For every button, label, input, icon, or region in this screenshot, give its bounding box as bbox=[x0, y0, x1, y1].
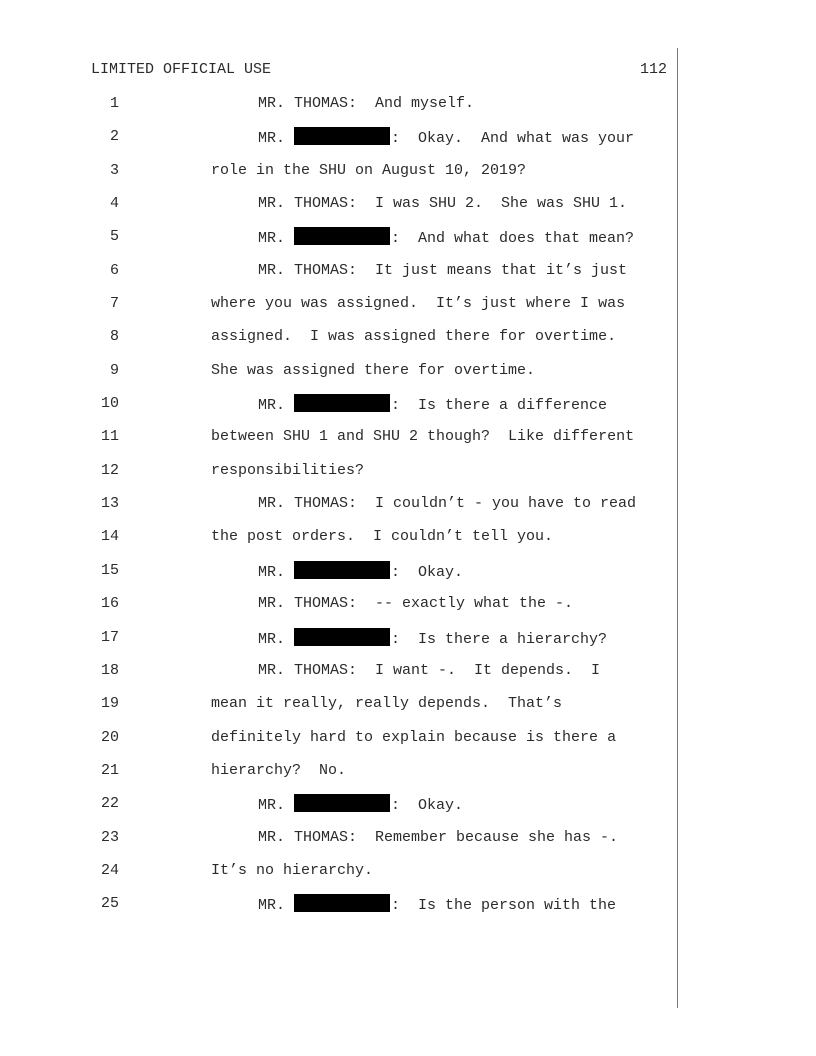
transcript-lines bbox=[0, 94, 816, 928]
line-text-end: : Okay. bbox=[391, 797, 464, 815]
line-text-start: MR. THOMAS: I want -. It depends. I bbox=[258, 661, 601, 679]
line-text bbox=[258, 194, 627, 214]
line-text-start: where you was assigned. It’s just where I was bbox=[211, 295, 626, 313]
transcript-line bbox=[0, 628, 816, 661]
classification-header: LIMITED OFFICIAL USE bbox=[91, 61, 272, 78]
line-text-start: MR. THOMAS: -- exactly what the -. bbox=[258, 595, 574, 613]
line-number: 17 bbox=[100, 628, 119, 646]
line-text-start: MR. THOMAS: It just means that it’s just bbox=[258, 261, 628, 279]
transcript-line bbox=[0, 561, 816, 594]
redacted-name-block bbox=[294, 628, 390, 646]
line-number: 11 bbox=[100, 428, 119, 446]
line-number: 10 bbox=[100, 395, 119, 413]
line-text-start: responsibilities? bbox=[211, 461, 365, 479]
line-number: 5 bbox=[109, 228, 119, 246]
transcript-line bbox=[0, 894, 816, 927]
line-text-start: MR. THOMAS: I was SHU 2. She was SHU 1. bbox=[258, 195, 628, 213]
line-text bbox=[211, 728, 616, 748]
redacted-name-block bbox=[294, 127, 390, 145]
line-text-end: : Is there a difference bbox=[391, 397, 608, 415]
line-text bbox=[258, 261, 627, 281]
line-text-start: assigned. I was assigned there for overtime. bbox=[211, 328, 617, 346]
transcript-line bbox=[0, 761, 816, 794]
line-number: 23 bbox=[100, 828, 119, 846]
line-text-start: MR. THOMAS: Remember because she has -. bbox=[258, 828, 619, 846]
line-number: 9 bbox=[109, 361, 119, 379]
line-text bbox=[211, 361, 535, 381]
line-text-start: MR. bbox=[258, 897, 295, 915]
line-text bbox=[211, 427, 634, 447]
line-text bbox=[258, 494, 636, 514]
line-text-end: : Is there a hierarchy? bbox=[391, 630, 608, 648]
line-text-start: definitely hard to explain because is there a bbox=[211, 728, 617, 746]
line-text-start: MR. bbox=[258, 230, 295, 248]
line-number: 6 bbox=[109, 261, 119, 279]
line-text-start: MR. bbox=[258, 130, 295, 148]
transcript-line bbox=[0, 261, 816, 294]
line-text-end: : Okay. bbox=[391, 563, 464, 581]
line-text-start: the post orders. I couldn’t tell you. bbox=[211, 528, 554, 546]
line-text-start: MR. THOMAS: And myself. bbox=[258, 95, 475, 112]
transcript-line bbox=[0, 527, 816, 560]
line-text-start: hierarchy? No. bbox=[211, 761, 347, 779]
line-text bbox=[258, 628, 607, 650]
line-text-start: role in the SHU on August 10, 2019? bbox=[211, 161, 527, 179]
line-text bbox=[211, 161, 526, 181]
line-text-start: between SHU 1 and SHU 2 though? Like different bbox=[211, 428, 635, 446]
transcript-line bbox=[0, 861, 816, 894]
line-number: 7 bbox=[109, 295, 119, 313]
line-number: 1 bbox=[109, 95, 119, 112]
line-text-end: : Is the person with the bbox=[391, 897, 617, 915]
line-text-start: She was assigned there for overtime. bbox=[211, 361, 536, 379]
line-text bbox=[258, 594, 573, 614]
line-number: 21 bbox=[100, 761, 119, 779]
line-text-end: : Okay. And what was your bbox=[391, 130, 635, 148]
transcript-line bbox=[0, 494, 816, 527]
line-text bbox=[258, 661, 600, 681]
line-text bbox=[258, 561, 463, 583]
transcript-line bbox=[0, 794, 816, 827]
line-text bbox=[211, 694, 562, 714]
line-text-start: MR. THOMAS: I couldn’t - you have to read bbox=[258, 495, 637, 513]
line-text bbox=[211, 761, 346, 781]
transcript-line bbox=[0, 661, 816, 694]
transcript-line bbox=[0, 594, 816, 627]
line-text bbox=[258, 127, 634, 149]
page-number: 112 bbox=[639, 61, 667, 78]
transcript-line bbox=[0, 728, 816, 761]
line-text bbox=[258, 894, 616, 916]
line-number: 24 bbox=[100, 861, 119, 879]
transcript-line bbox=[0, 294, 816, 327]
line-number: 4 bbox=[109, 195, 119, 213]
line-text bbox=[258, 94, 474, 114]
transcript-line bbox=[0, 361, 816, 394]
line-text-end: : And what does that mean? bbox=[391, 230, 635, 248]
line-text bbox=[211, 527, 553, 547]
line-number: 3 bbox=[109, 161, 119, 179]
transcript-line bbox=[0, 394, 816, 427]
redacted-name-block bbox=[294, 561, 390, 579]
redacted-name-block bbox=[294, 794, 390, 812]
redacted-name-block bbox=[294, 227, 390, 245]
line-number: 14 bbox=[100, 528, 119, 546]
transcript-line bbox=[0, 94, 816, 127]
line-number: 18 bbox=[100, 661, 119, 679]
line-number: 25 bbox=[100, 895, 119, 913]
redacted-name-block bbox=[294, 394, 390, 412]
line-number: 15 bbox=[100, 561, 119, 579]
line-text bbox=[211, 861, 373, 881]
transcript-line bbox=[0, 694, 816, 727]
line-number: 2 bbox=[109, 128, 119, 146]
line-text bbox=[258, 227, 634, 249]
line-number: 13 bbox=[100, 495, 119, 513]
transcript-line bbox=[0, 161, 816, 194]
line-text bbox=[211, 327, 616, 347]
line-text bbox=[258, 794, 463, 816]
line-text bbox=[258, 394, 607, 416]
transcript-line bbox=[0, 127, 816, 160]
line-text bbox=[258, 828, 618, 848]
transcript-line bbox=[0, 461, 816, 494]
line-text-start: MR. bbox=[258, 563, 295, 581]
line-number: 22 bbox=[100, 795, 119, 813]
transcript-line bbox=[0, 194, 816, 227]
line-number: 19 bbox=[100, 695, 119, 713]
line-text-start: It’s no hierarchy. bbox=[211, 861, 374, 879]
transcript-line bbox=[0, 427, 816, 460]
redacted-name-block bbox=[294, 894, 390, 912]
line-text bbox=[211, 461, 364, 481]
transcript-line bbox=[0, 828, 816, 861]
line-number: 20 bbox=[100, 728, 119, 746]
transcript-line bbox=[0, 227, 816, 260]
line-text-start: MR. bbox=[258, 797, 295, 815]
line-text bbox=[211, 294, 625, 314]
line-number: 12 bbox=[100, 461, 119, 479]
line-number: 8 bbox=[109, 328, 119, 346]
transcript-line bbox=[0, 327, 816, 360]
line-text-start: MR. bbox=[258, 397, 295, 415]
line-number: 16 bbox=[100, 595, 119, 613]
line-text-start: MR. bbox=[258, 630, 295, 648]
line-text-start: mean it really, really depends. That’s bbox=[211, 695, 563, 713]
